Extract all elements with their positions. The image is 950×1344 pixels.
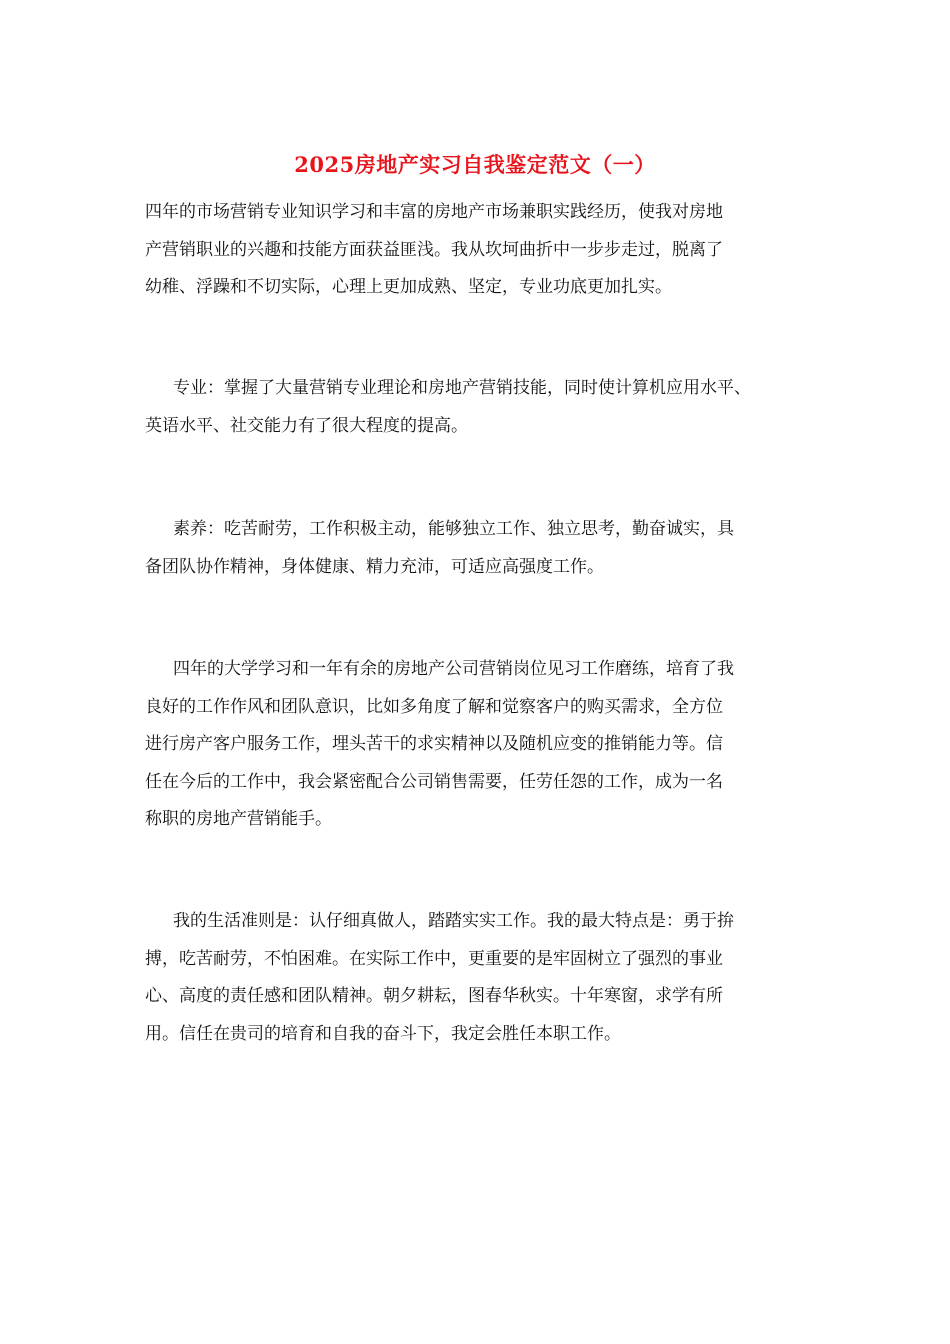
paragraph-line: 专业：掌握了大量营销专业理论和房地产营销技能，同时使计算机应用水平、 [173,378,751,398]
paragraph-line: 用。信任在贵司的培育和自我的奋斗下，我定会胜任本职工作。 [145,1023,621,1044]
paragraph-line: 四年的市场营销专业知识学习和丰富的房地产市场兼职实践经历，使我对房地 [145,202,723,222]
paragraph-line: 搏，吃苦耐劳，不怕困难。在实际工作中，更重要的是牢固树立了强烈的事业 [145,948,723,969]
paragraph-line: 进行房产客户服务工作，埋头苦干的求实精神以及随机应变的推销能力等。信 [145,734,723,754]
paragraph-line: 英语水平、社交能力有了很大程度的提高。 [145,415,468,436]
paragraph-line: 心、高度的责任感和团队精神。朝夕耕耘，图春华秋实。十年寒窗，求学有所 [145,986,723,1006]
paragraph-professional [145,370,820,445]
paragraph-line: 幼稚、浮躁和不切实际，心理上更加成熟、坚定，专业功底更加扎实。 [145,277,672,297]
document-title: 2025房地产实习自我鉴定范文（一） [294,152,656,177]
paragraph-line: 我的生活准则是：认仔细真做人，踏踏实实工作。我的最大特点是：勇于拚 [173,911,734,931]
paragraph-line: 备团队协作精神，身体健康、精力充沛，可适应高强度工作。 [145,556,604,577]
paragraph-experience [145,651,820,839]
paragraph-line: 称职的房地产营销能手。 [145,809,332,829]
paragraph-line: 四年的大学学习和一年有余的房地产公司营销岗位见习工作磨练，培育了我 [173,659,734,679]
paragraph-line: 良好的工作作风和团队意识，比如多角度了解和觉察客户的购买需求，全方位 [145,696,723,717]
paragraph-line: 素养：吃苦耐劳，工作积极主动，能够独立工作、独立思考，勤奋诚实，具 [173,519,734,539]
paragraph-quality [145,511,820,586]
paragraph-line: 产营销职业的兴趣和技能方面获益匪浅。我从坎坷曲折中一步步走过，脱离了 [145,239,723,260]
paragraph-principles [145,903,820,1053]
paragraph-line: 任在今后的工作中，我会紧密配合公司销售需要，任劳任怨的工作，成为一名 [145,771,723,792]
paragraph-intro [145,194,820,307]
